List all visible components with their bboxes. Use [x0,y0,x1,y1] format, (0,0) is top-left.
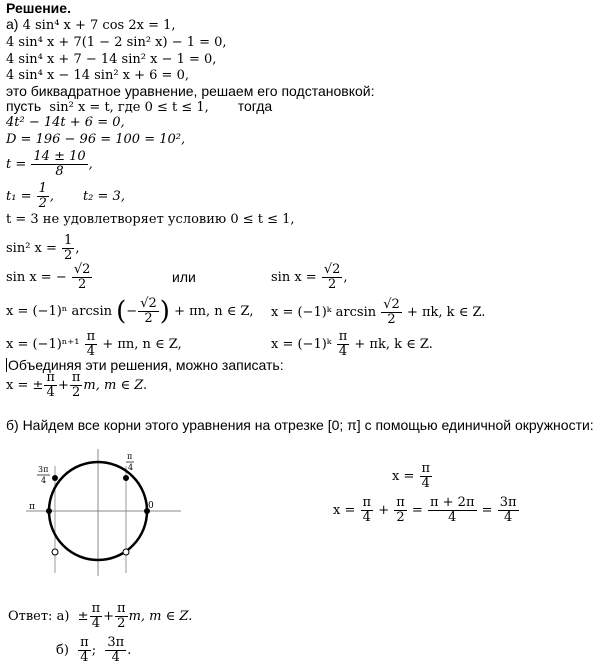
answer-a: Ответ: а) ± $\frac{\pi}{4}$ + $\frac{\pi}{2}$ m, m ∈ Z. [8,601,193,631]
text-cursor [6,358,7,372]
substitution-line: пусть sin² x = t, где 0 ≤ t ≤ 1, тогда [6,98,273,115]
eq-line-2: 4 sin⁴ x + 7(1 − 2 sin² x) − 1 = 0, [6,35,227,50]
biquadratic-note: это биквадратное уравнение, решаем его подстановкой: [6,83,375,99]
answer-b: б) $\frac{\pi}{4}$ ; $\frac{3\pi}{4}$ . [56,635,132,665]
solution-title: Решение. [6,0,71,16]
sin-positive-eq: sin x = $\frac{√2}{2}$ , [271,262,348,292]
or-word: или [172,269,196,285]
eq-line-1: а) 4 sin⁴ x + 7 cos 2x = 1, [6,16,176,33]
label-3pi4-den: 4 [41,476,47,485]
label-zero: 0 [148,501,154,511]
quadratic-in-t: 4t² − 14t + 6 = 0, [6,115,125,130]
point-pi [46,508,52,514]
x-solution-arcsin-neg: x = (−1)ⁿ arcsin (− $\frac{√2}{2}$ ) + πn, n ∈ Z, [6,296,254,327]
unit-circle-diagram [24,448,184,578]
x-solution-pos-final: x = (−1)ᵏ $\frac{\pi}{4}$ + πk, k ∈ Z. [271,329,433,359]
eq-line-3: 4 sin⁴ x + 7 − 14 sin² x − 1 = 0, [6,52,217,67]
label-pi4-den: 4 [128,463,134,472]
x-solution-neg-final: x = (−1)ⁿ⁺¹ $\frac{\pi}{4}$ + πn, n ∈ Z, [6,329,182,359]
point-3pi4 [52,475,58,481]
point-7pi4 [123,549,129,555]
label-pi: π [29,502,35,512]
root-pi4: x = $\frac{\pi}{4}$ [392,461,431,491]
sin-squared-eq: sin² x = $\frac{1}{2}$ , [6,233,80,263]
t-roots-values: t₁ = $\frac{1}{2}$ , t₂ = 3, [6,181,125,211]
part-b-text: б) Найдем все корни этого уравнения на отрезке [0; π] с помощью единичной окружности: [6,417,594,433]
sin-negative-eq: sin x = − $\frac{√2}{2}$ [6,262,91,292]
eq-line-4: 4 sin⁴ x − 14 sin² x + 6 = 0, [6,68,189,83]
label-3pi4-num: 3π [38,465,49,474]
reject-t2: t = 3 не удовлетворяет условию 0 ≤ t ≤ 1, [6,212,295,227]
discriminant: D = 196 − 96 = 100 = 10², [6,132,186,147]
x-solution-arcsin-pos: x = (−1)ᵏ arcsin $\frac{√2}{2}$ + πk, k ∈ Z. [271,297,486,327]
combine-note: Объединяя эти решения, можно записать: [8,357,284,373]
t-roots-formula: t = $\frac{14 \pm 10}{8}$ , [6,149,93,179]
root-3pi4: x = $\frac{\pi}{4}$ + $\frac{\pi}{2}$ = $\frac{\pi + 2\pi}{4}$ = $\frac{3\pi}{4}$ [333,495,517,525]
general-solution: x = ± $\frac{\pi}{4}$ + $\frac{\pi}{2}$ m, m ∈ Z. [6,370,148,400]
point-5pi4 [52,549,58,555]
label-pi4-num: π [127,452,133,461]
point-pi4 [123,475,129,481]
